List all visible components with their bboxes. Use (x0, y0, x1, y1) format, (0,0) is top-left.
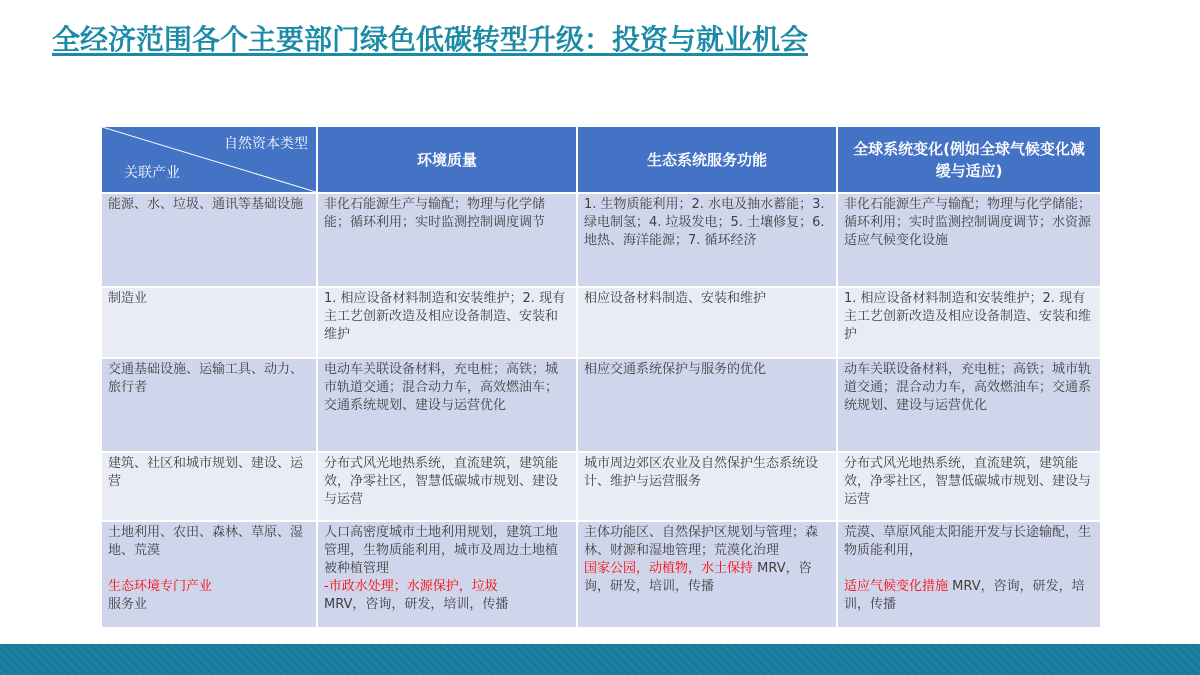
row-transport-industry: 交通基础设施、运输工具、动力、旅行者 (102, 359, 316, 451)
corner-label-natural-capital: 自然资本类型 (224, 136, 308, 152)
corner-label-industry: 关联产业 (124, 165, 180, 181)
row-landuse-industry (102, 522, 316, 627)
page-title: 全经济范围各个主要部门绿色低碳转型升级：投资与就业机会 (52, 23, 809, 56)
row-infrastructure-global: 非化石能源生产与输配；物理与化学储能；循环利用；实时监测控制调度调节；水资源适应气候变化设施 (838, 194, 1100, 286)
header-ecosystem-services: 生态系统服务功能 (578, 127, 836, 192)
landuse-env-highlight: -市政水处理；水源保护，垃圾 (324, 579, 498, 594)
landuse-eco-highlight-line (584, 560, 830, 596)
row-building-industry: 建筑、社区和城市规划、建设、运营 (102, 453, 316, 520)
row-infrastructure-industry: 能源、水、垃圾、通讯等基础设施 (102, 194, 316, 286)
row-infrastructure-env: 非化石能源生产与输配；物理与化学储能；循环利用；实时监测控制调度调节 (318, 194, 576, 286)
landuse-global-tail: MRV，咨询，研发，培训，传播 (844, 579, 1085, 612)
landuse-global-highlight: 适应气候变化措施 (844, 579, 949, 594)
landuse-global-text: 荒漠、草原风能太阳能开发与长途输配，生物质能利用， (844, 525, 1092, 558)
sector-opportunity-table (102, 127, 1094, 617)
row-manufacturing-global: 1. 相应设备材料制造和安装维护；2. 现有主工艺创新改造及相应设备制造、安装和维护 (838, 288, 1100, 357)
row-transport-global: 动车关联设备材料，充电桩；高铁；城市轨道交通；混合动力车，高效燃油车；交通系统规划、建设与运营优化 (838, 359, 1100, 451)
landuse-global-highlight-line (844, 578, 1094, 614)
landuse-eco-tail: MRV，咨询，研发，培训，传播 (584, 561, 812, 594)
row-manufacturing-env: 1. 相应设备材料制造和安装维护；2. 现有主工艺创新改造及相应设备制造、安装和维护 (318, 288, 576, 357)
row-manufacturing-eco: 相应设备材料制造、安装和维护 (578, 288, 836, 357)
landuse-eco-text: 主体功能区、自然保护区规划与管理；森林、财源和湿地管理；荒漠化治理 (584, 525, 819, 558)
row-transport-eco: 相应交通系统保护与服务的优化 (578, 359, 836, 451)
row-building-eco: 城市周边郊区农业及自然保护生态系统设计、维护与运营服务 (578, 453, 836, 520)
landuse-eco-highlight: 国家公园，动植物，水土保持 (584, 561, 754, 576)
landuse-industry-tail: 服务业 (108, 597, 148, 612)
row-manufacturing-industry: 制造业 (102, 288, 316, 357)
table-corner-header (102, 127, 316, 192)
landuse-env-tail: MRV，咨询，研发，培训，传播 (324, 597, 509, 612)
landuse-env-text: 人口高密度城市土地利用规划，建筑工地管理，生物质能利用，城市及周边土地植被种植管理 (324, 525, 559, 576)
header-environment-quality: 环境质量 (318, 127, 576, 192)
row-landuse-eco (578, 522, 836, 627)
row-landuse-env (318, 522, 576, 627)
header-global-system-change: 全球系统变化(例如全球气候变化减缓与适应) (838, 127, 1100, 192)
row-landuse-global (838, 522, 1100, 627)
row-building-env: 分布式风光地热系统，直流建筑，建筑能效，净零社区，智慧低碳城市规划、建设与运营 (318, 453, 576, 520)
landuse-industry-text: 土地利用、农田、森林、草原、湿地、荒漠 (108, 525, 304, 558)
footer-bar-pattern (0, 644, 1200, 675)
landuse-industry-highlight: 生态环境专门产业 (108, 579, 213, 594)
row-infrastructure-eco: 1. 生物质能利用；2. 水电及抽水蓄能；3. 绿电制氢；4. 垃圾发电；5. 土壤修复；6. 地热、海洋能源；7. 循环经济 (578, 194, 836, 286)
row-transport-env: 电动车关联设备材料，充电桩；高铁；城市轨道交通；混合动力车，高效燃油车；交通系统规划、建设与运营优化 (318, 359, 576, 451)
row-building-global: 分布式风光地热系统，直流建筑，建筑能效，净零社区，智慧低碳城市规划、建设与运营 (838, 453, 1100, 520)
